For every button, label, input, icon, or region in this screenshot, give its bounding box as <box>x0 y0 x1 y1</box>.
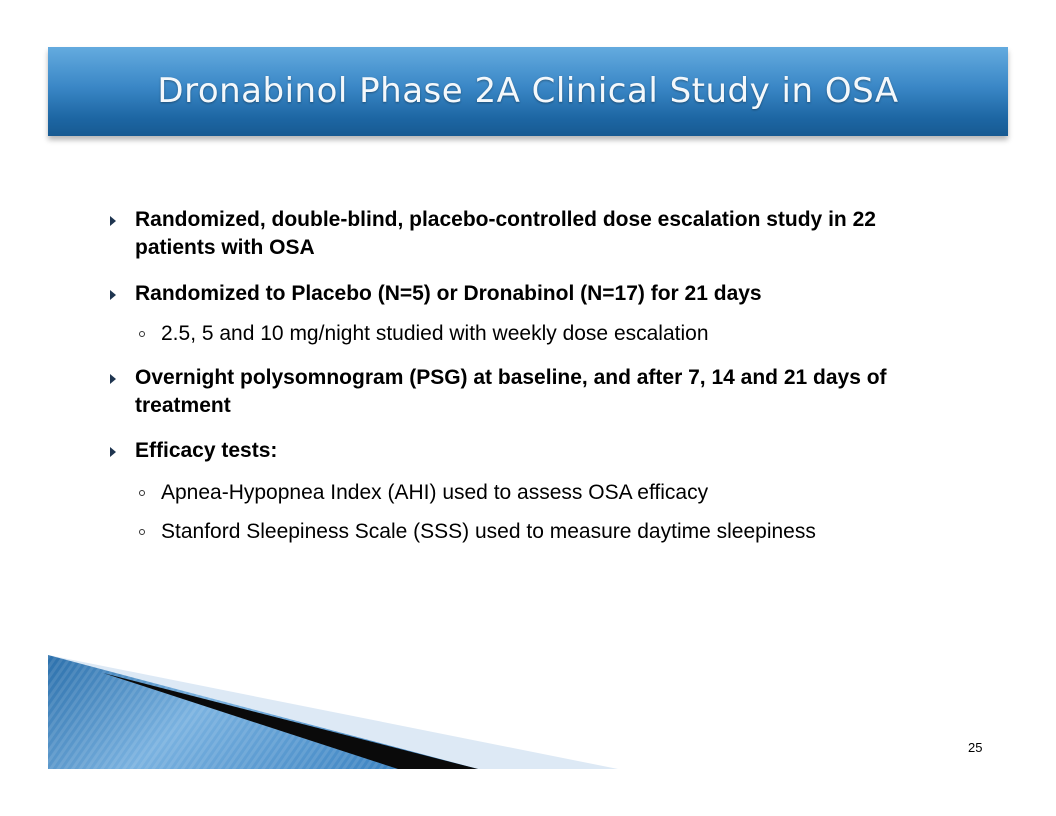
circle-bullet-icon <box>139 331 145 337</box>
decorative-corner-graphic <box>48 655 618 769</box>
bullet-item: Randomized to Placebo (N=5) or Dronabinol (N=17) for 21 days <box>135 282 762 305</box>
page-number: 25 <box>968 740 983 755</box>
circle-bullet-icon <box>139 529 145 535</box>
slide-title: Dronabinol Phase 2A Clinical Study in OSA <box>157 71 899 111</box>
arrow-bullet-icon <box>110 216 116 226</box>
sub-bullet-item: Apnea-Hypopnea Index (AHI) used to assess OSA efficacy <box>161 481 709 504</box>
arrow-bullet-icon <box>110 290 116 300</box>
bullet-item: Overnight polysomnogram (PSG) at baseline, and after 7, 14 and 21 days of treatment <box>135 366 887 417</box>
arrow-bullet-icon <box>110 374 116 384</box>
bullet-item: Randomized, double-blind, placebo-controlled dose escalation study in 22 patients with OSA <box>135 208 876 259</box>
sub-bullet-item: Stanford Sleepiness Scale (SSS) used to measure daytime sleepiness <box>161 520 816 543</box>
arrow-bullet-icon <box>110 447 116 457</box>
sub-bullet-item: 2.5, 5 and 10 mg/night studied with weekly dose escalation <box>161 322 709 345</box>
circle-bullet-icon <box>139 490 145 496</box>
bullet-item: Efficacy tests: <box>135 439 278 462</box>
